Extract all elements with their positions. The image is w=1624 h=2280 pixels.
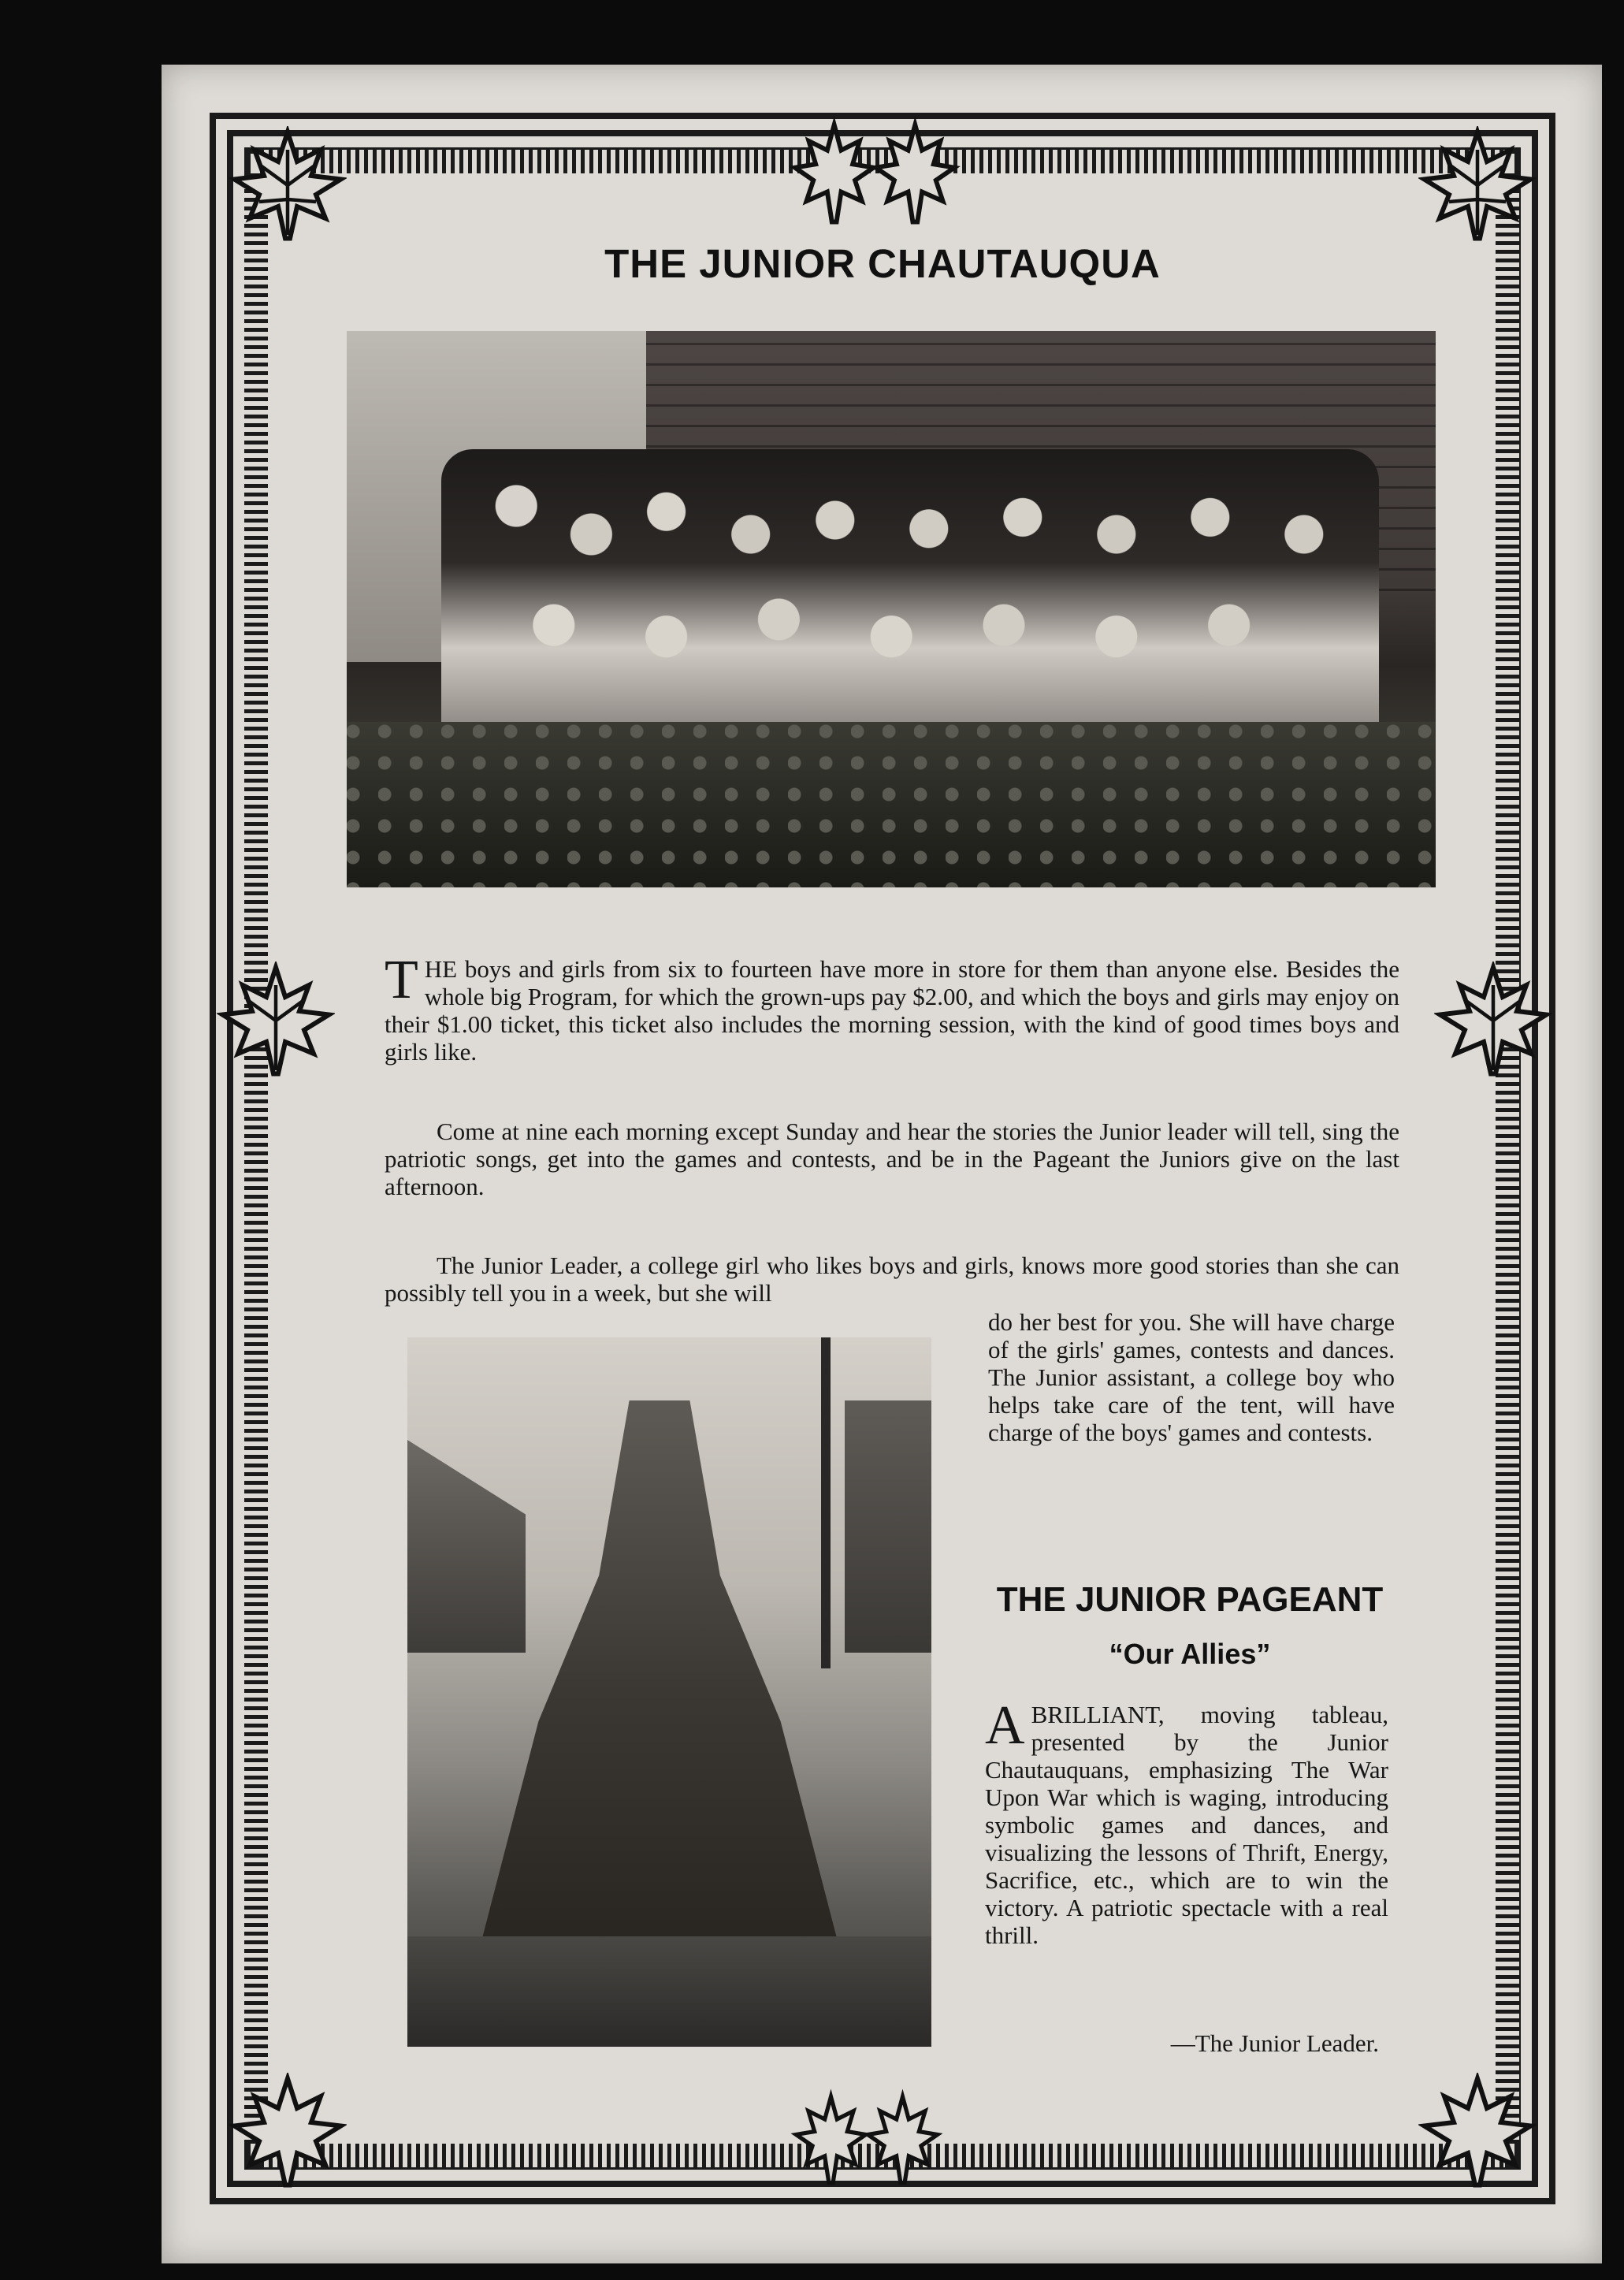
pageant-paragraph [985,1695,1388,1949]
intro-paragraph-2: Come at nine each morning except Sunday and hear the stories the Junior leader will tell, sing the patriotic songs, get into the games and contests, and be in the Pageant the Juniors give on the last afternoon. [385,1118,1399,1200]
left-frieze [244,173,268,2144]
intro-text-1: HE boys and girls from six to fourteen have more in store for them than anyone else. Besides the whole big Program, for which the grown-ups pay $2.00, and which the boys and girls may enjoy on their $1.00 ticket, this ticket also includes the morning session, with the kind of good times boys and girls like. [385,955,1399,1066]
pageant-drop-cap: A [985,1695,1025,1756]
pageant-heading: THE JUNIOR PAGEANT [996,1580,1384,1619]
photo-house-left [407,1440,526,1653]
photo-telegraph-pole [821,1337,831,1668]
maple-leaf-icon [229,126,347,244]
photo-children-group [441,449,1379,733]
maple-leaf-icon [229,2073,347,2191]
photo-house-right [845,1400,931,1653]
photo-human-pyramid [470,1400,849,1984]
maple-leaf-icon [1418,2073,1537,2191]
group-photo [347,331,1436,887]
pageant-text: BRILLIANT, moving tableau, presented by the Junior Chautauquans, emphasizing The War Upon War which is waging, introducing symbolic games and dances, and visualizing the lessons of Thrift, Energy, Sacrifice, etc., which are to win the victory. A patriotic spectacle with a real thrill. [985,1701,1388,1949]
intro-paragraph-3-top: The Junior Leader, a college girl who likes boys and girls, knows more good stories than she can possibly tell you in a week, but she will [385,1252,1399,1307]
intro-paragraph-3-side: do her best for you. She will have charge of the girls' games, contests and dances. The Junior assistant, a college boy who helps take care of the tent, will have charge of the boys' games and contests. [988,1308,1395,1446]
pageant-subheading: “Our Allies” [1109,1638,1271,1670]
drop-cap: T [385,950,418,1010]
intro-paragraph-1 [385,950,1399,1066]
maple-leaf-icon [1434,961,1552,1080]
maple-leaf-icon [764,2088,969,2191]
right-frieze [1496,173,1519,2144]
maple-leaf-icon [1418,126,1537,244]
signature: —The Junior Leader. [1170,2029,1379,2057]
maple-leaf-icon [788,114,961,232]
page-title: THE JUNIOR CHAUTAUQUA [604,241,1161,286]
photo-grass [347,722,1436,887]
maple-leaf-icon [217,961,335,1080]
pyramid-photo [407,1337,931,2047]
photo-ground [407,1936,931,2047]
